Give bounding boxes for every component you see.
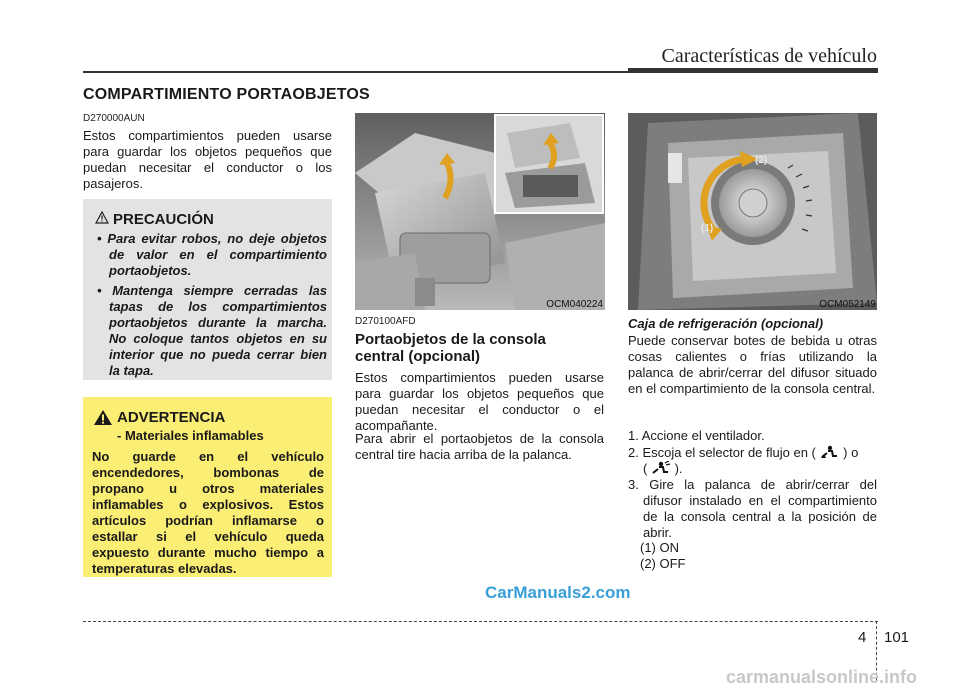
- section-intro: Estos compartimientos pueden usarse para guardar los objetos pequeños que puedan necesitar el conductor o los pasajeros.: [83, 128, 332, 191]
- caution-list: [89, 231, 327, 383]
- caution-box: [83, 199, 332, 380]
- chapter-number: 4: [858, 629, 867, 646]
- warning-box: [83, 397, 332, 577]
- floor-defrost-icon: [651, 461, 671, 476]
- page-number: 101: [884, 629, 910, 646]
- caution-item: • Para evitar robos, no deje objetos de valor en el compartimiento portaobjetos.: [97, 231, 327, 278]
- warning-text: No guarde en el vehículo encendedores, bombonas de propano u otros materiales inflamables o explosivos. Estos artículos podrían inflamarse o estallar si el vehículo queda expuesto durante mucho tiempo a temperaturas elevadas.: [92, 449, 324, 576]
- cooling-step-2-cont: ( ).: [643, 461, 683, 476]
- warning-subtitle: - Materiales inflamables: [117, 428, 264, 443]
- warning-triangle-icon: [93, 409, 113, 426]
- cooling-step-3: 3. Gire la palanca de abrir/cerrar del difusor instalado en el compartimiento de la consola central a la posición de abrir.: [628, 477, 877, 540]
- floor-vent-icon: [820, 445, 840, 460]
- cooling-photo-caption: OCM052149: [819, 299, 876, 310]
- caution-title: PRECAUCIÓN: [113, 211, 214, 228]
- watermark-site: carmanualsonline.info: [726, 667, 918, 687]
- cooling-label-off: (2): [755, 155, 768, 166]
- cooling-option-on: (1) ON: [640, 540, 679, 555]
- watermark-link[interactable]: CarManuals2.com: [485, 583, 631, 602]
- console-paragraph-1: Estos compartimientos pueden usarse para guardar los objetos pequeños que puedan necesitar el conductor o el acompañante.: [355, 370, 604, 433]
- console-paragraph-2: Para abrir el portaobjetos de la consola central tire hacia arriba de la palanca.: [355, 431, 604, 462]
- section-title: COMPARTIMIENTO PORTAOBJETOS: [83, 86, 370, 103]
- console-title: Portaobjetos de la consola central (opcional): [355, 331, 546, 365]
- chapter-header-title: Características de vehículo: [661, 45, 877, 67]
- warning-title: ADVERTENCIA: [117, 409, 226, 426]
- console-illustration: [355, 113, 605, 310]
- warning-triangle-icon: [95, 211, 109, 224]
- cooling-step-1: 1. Accione el ventilador.: [628, 428, 765, 443]
- cooling-photo: [628, 113, 877, 310]
- cooling-title: Caja de refrigeración (opcional): [628, 316, 824, 331]
- section-code: D270000AUN: [83, 113, 145, 124]
- console-photo: [355, 113, 605, 310]
- footer-rule: [83, 621, 878, 622]
- cooling-step-2: 2. Escoja el selector de flujo en ( ) o: [628, 445, 859, 460]
- caution-item: • Mantenga siempre cerradas las tapas de los compartimientos portaobjetos durante la marcha. No coloque tantos objetos en su interior que no pueda cerrar bien la tapa.: [97, 283, 327, 378]
- cooling-illustration: [628, 113, 877, 310]
- cooling-option-off: (2) OFF: [640, 556, 686, 571]
- header-rule-thick: [628, 68, 878, 73]
- console-photo-caption: OCM040224: [546, 299, 603, 310]
- cooling-paragraph: Puede conservar botes de bebida u otras cosas calientes o frías utilizando la palanca de abrir/cerrar del difusor situado en el compartimiento de la consola central.: [628, 333, 877, 396]
- cooling-label-on: (1): [701, 223, 714, 234]
- console-code: D270100AFD: [355, 316, 416, 327]
